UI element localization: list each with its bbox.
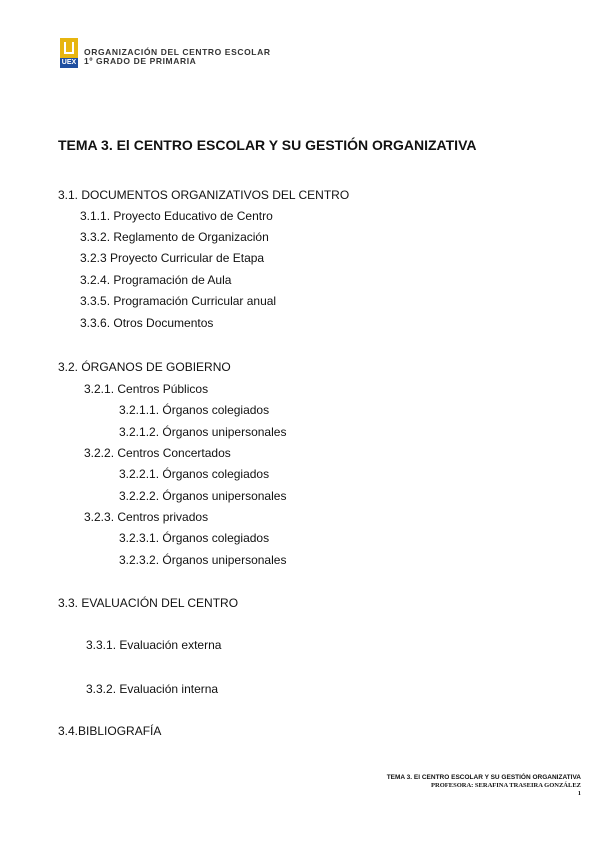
item-3-3-1: 3.3.1. Evaluación externa <box>86 638 222 652</box>
item-3-2-1-2: 3.2.1.2. Órganos unipersonales <box>119 425 287 439</box>
item-3-2-1-1: 3.2.1.1. Órganos colegiados <box>119 403 270 417</box>
item-3-2-3-1: 3.2.3.1. Órganos colegiados <box>119 531 270 545</box>
page-footer <box>387 774 581 798</box>
item-3-2-2-1: 3.2.2.1. Órganos colegiados <box>119 467 270 481</box>
item-3-2-3: 3.2.3. Centros privados <box>84 510 209 524</box>
item-3-1-2: 3.3.2. Reglamento de Organización <box>80 230 269 244</box>
page-title: TEMA 3. El CENTRO ESCOLAR Y SU GESTIÓN ORGANIZATIVA <box>58 137 477 153</box>
section-3-2: 3.2. ÓRGANOS DE GOBIERNO <box>58 360 231 374</box>
item-3-2-2: 3.2.2. Centros Concertados <box>84 446 231 460</box>
item-3-1-4: 3.2.4. Programación de Aula <box>80 273 232 287</box>
header-grade: 1º GRADO DE PRIMARIA <box>84 56 197 66</box>
footer-teacher: PROFESORA: SERAFINA TRASEIRA GONZÁLEZ <box>431 782 581 789</box>
item-3-1-1: 3.1.1. Proyecto Educativo de Centro <box>80 209 273 223</box>
university-logo: UEX <box>60 38 78 68</box>
item-3-1-6: 3.3.6. Otros Documentos <box>80 316 214 330</box>
item-3-1-3: 3.2.3 Proyecto Curricular de Etapa <box>80 251 265 265</box>
item-3-1-5: 3.3.5. Programación Curricular anual <box>80 294 277 308</box>
section-3-1: 3.1. DOCUMENTOS ORGANIZATIVOS DEL CENTRO <box>58 188 350 202</box>
footer-title: TEMA 3. El CENTRO ESCOLAR Y SU GESTIÓN ORGANIZATIVA <box>386 774 581 781</box>
page-number: 1 <box>577 790 581 797</box>
header-course: ORGANIZACIÓN DEL CENTRO ESCOLAR <box>84 47 271 57</box>
item-3-2-2-2: 3.2.2.2. Órganos unipersonales <box>119 489 287 503</box>
item-3-2-3-2: 3.2.3.2. Órganos unipersonales <box>119 553 287 567</box>
item-3-2-1: 3.2.1. Centros Públicos <box>84 382 209 396</box>
section-3-3: 3.3. EVALUACIÓN DEL CENTRO <box>58 596 239 610</box>
section-3-4: 3.4.BIBLIOGRAFÍA <box>58 724 162 738</box>
header-text <box>84 48 271 66</box>
item-3-3-2: 3.3.2. Evaluación interna <box>86 682 219 696</box>
